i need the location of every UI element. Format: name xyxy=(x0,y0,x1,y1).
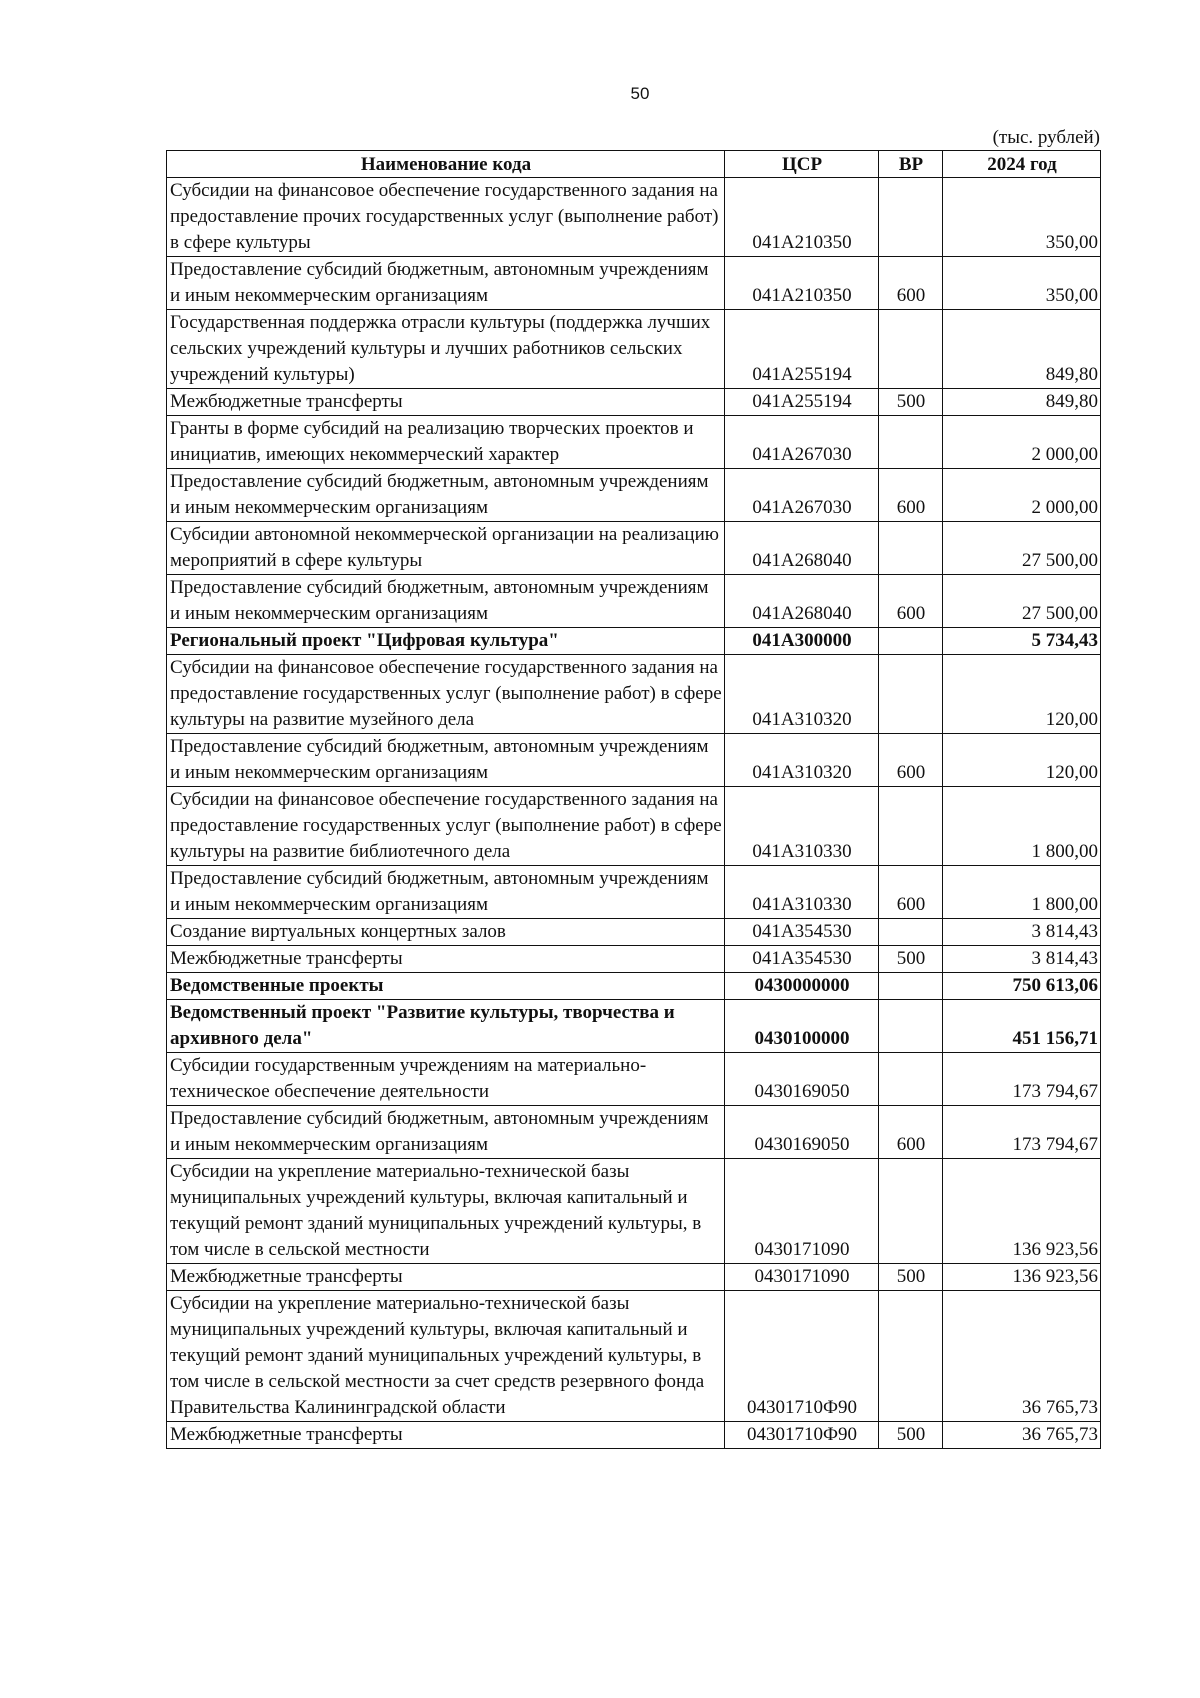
row-csr-code: 04301710Ф90 xyxy=(725,1291,879,1422)
row-csr-code: 0430169050 xyxy=(725,1053,879,1106)
header-csr: ЦСР xyxy=(725,151,879,178)
table-row xyxy=(167,919,1101,946)
table-body xyxy=(167,178,1101,1449)
table-row xyxy=(167,522,1101,575)
row-vr-code xyxy=(879,973,943,1000)
table-row xyxy=(167,1053,1101,1106)
row-amount: 36 765,73 xyxy=(943,1422,1101,1449)
row-vr-code: 600 xyxy=(879,257,943,310)
row-csr-code: 0430100000 xyxy=(725,1000,879,1053)
row-vr-code: 600 xyxy=(879,575,943,628)
table-row xyxy=(167,257,1101,310)
row-csr-code: 0430171090 xyxy=(725,1264,879,1291)
row-amount: 27 500,00 xyxy=(943,522,1101,575)
table-row xyxy=(167,416,1101,469)
row-csr-code: 0430000000 xyxy=(725,973,879,1000)
row-vr-code xyxy=(879,416,943,469)
row-amount: 173 794,67 xyxy=(943,1053,1101,1106)
page-number: 50 xyxy=(630,84,650,103)
table-row xyxy=(167,575,1101,628)
row-name: Региональный проект "Цифровая культура" xyxy=(167,628,725,655)
row-csr-code: 041A310320 xyxy=(725,655,879,734)
row-vr-code xyxy=(879,310,943,389)
table-row xyxy=(167,1264,1101,1291)
row-name: Межбюджетные трансферты xyxy=(167,389,725,416)
row-name: Предоставление субсидий бюджетным, автономным учреждениям и иным некоммерческим организациям xyxy=(167,734,725,787)
row-csr-code: 04301710Ф90 xyxy=(725,1422,879,1449)
table-row xyxy=(167,1422,1101,1449)
table-row xyxy=(167,1106,1101,1159)
budget-table xyxy=(166,150,1101,1449)
row-csr-code: 0430169050 xyxy=(725,1106,879,1159)
row-csr-code: 041A310330 xyxy=(725,866,879,919)
row-vr-code: 600 xyxy=(879,469,943,522)
row-name: Межбюджетные трансферты xyxy=(167,1422,725,1449)
row-amount: 120,00 xyxy=(943,734,1101,787)
row-name: Субсидии государственным учреждениям на материально-техническое обеспечение деятельности xyxy=(167,1053,725,1106)
row-csr-code: 041A310320 xyxy=(725,734,879,787)
row-amount: 136 923,56 xyxy=(943,1264,1101,1291)
row-amount: 849,80 xyxy=(943,310,1101,389)
header-vr: ВР xyxy=(879,151,943,178)
row-name: Гранты в форме субсидий на реализацию творческих проектов и инициатив, имеющих некоммерческий характер xyxy=(167,416,725,469)
row-name: Субсидии на укрепление материально-технической базы муниципальных учреждений культуры, включая капитальный и текущий ремонт зданий муниципальных учреждений культуры, в том числе в сельской местности xyxy=(167,1159,725,1264)
row-name: Ведомственный проект "Развитие культуры, творчества и архивного дела" xyxy=(167,1000,725,1053)
row-amount: 2 000,00 xyxy=(943,416,1101,469)
row-amount: 849,80 xyxy=(943,389,1101,416)
row-csr-code: 041A268040 xyxy=(725,575,879,628)
row-amount: 120,00 xyxy=(943,655,1101,734)
table-row xyxy=(167,389,1101,416)
table-row xyxy=(167,628,1101,655)
row-csr-code: 041A268040 xyxy=(725,522,879,575)
row-amount: 5 734,43 xyxy=(943,628,1101,655)
row-name: Межбюджетные трансферты xyxy=(167,946,725,973)
row-name: Государственная поддержка отрасли культуры (поддержка лучших сельских учреждений культуры и лучших работников сельских учреждений культуры) xyxy=(167,310,725,389)
row-amount: 1 800,00 xyxy=(943,787,1101,866)
row-amount: 2 000,00 xyxy=(943,469,1101,522)
row-name: Создание виртуальных концертных залов xyxy=(167,919,725,946)
row-csr-code: 041A310330 xyxy=(725,787,879,866)
row-vr-code xyxy=(879,1291,943,1422)
table-row xyxy=(167,310,1101,389)
row-amount: 451 156,71 xyxy=(943,1000,1101,1053)
row-name: Субсидии на финансовое обеспечение государственного задания на предоставление прочих государственных услуг (выполнение работ) в сфере культуры xyxy=(167,178,725,257)
row-amount: 350,00 xyxy=(943,178,1101,257)
row-csr-code: 041A267030 xyxy=(725,416,879,469)
row-vr-code: 500 xyxy=(879,1264,943,1291)
table-row xyxy=(167,973,1101,1000)
row-csr-code: 041A210350 xyxy=(725,178,879,257)
row-amount: 27 500,00 xyxy=(943,575,1101,628)
row-amount: 173 794,67 xyxy=(943,1106,1101,1159)
units-label: (тыс. рублей) xyxy=(992,127,1100,148)
row-amount: 350,00 xyxy=(943,257,1101,310)
table-row xyxy=(167,1000,1101,1053)
row-csr-code: 0430171090 xyxy=(725,1159,879,1264)
row-vr-code: 500 xyxy=(879,1422,943,1449)
table-row xyxy=(167,866,1101,919)
row-vr-code xyxy=(879,655,943,734)
row-name: Предоставление субсидий бюджетным, автономным учреждениям и иным некоммерческим организациям xyxy=(167,469,725,522)
row-amount: 1 800,00 xyxy=(943,866,1101,919)
row-name: Субсидии на финансовое обеспечение государственного задания на предоставление государственных услуг (выполнение работ) в сфере культуры на развитие музейного дела xyxy=(167,655,725,734)
row-amount: 3 814,43 xyxy=(943,946,1101,973)
table-row xyxy=(167,469,1101,522)
row-amount: 36 765,73 xyxy=(943,1291,1101,1422)
table-row xyxy=(167,1291,1101,1422)
row-vr-code xyxy=(879,522,943,575)
row-name: Субсидии на финансовое обеспечение государственного задания на предоставление государственных услуг (выполнение работ) в сфере культуры на развитие библиотечного дела xyxy=(167,787,725,866)
row-csr-code: 041A267030 xyxy=(725,469,879,522)
header-sum: 2024 год xyxy=(943,151,1101,178)
row-vr-code: 500 xyxy=(879,389,943,416)
row-vr-code: 600 xyxy=(879,734,943,787)
row-vr-code xyxy=(879,628,943,655)
row-csr-code: 041A300000 xyxy=(725,628,879,655)
row-name: Предоставление субсидий бюджетным, автономным учреждениям и иным некоммерческим организациям xyxy=(167,257,725,310)
row-name: Субсидии автономной некоммерческой организации на реализацию мероприятий в сфере культуры xyxy=(167,522,725,575)
row-vr-code xyxy=(879,787,943,866)
row-name: Ведомственные проекты xyxy=(167,973,725,1000)
row-vr-code xyxy=(879,1159,943,1264)
row-name: Предоставление субсидий бюджетным, автономным учреждениям и иным некоммерческим организациям xyxy=(167,1106,725,1159)
table-header-row xyxy=(167,151,1101,178)
row-vr-code: 500 xyxy=(879,946,943,973)
row-vr-code xyxy=(879,1000,943,1053)
row-name: Межбюджетные трансферты xyxy=(167,1264,725,1291)
row-amount: 750 613,06 xyxy=(943,973,1101,1000)
table-row xyxy=(167,1159,1101,1264)
row-vr-code: 600 xyxy=(879,866,943,919)
table-row xyxy=(167,787,1101,866)
row-name: Предоставление субсидий бюджетным, автономным учреждениям и иным некоммерческим организациям xyxy=(167,575,725,628)
row-vr-code xyxy=(879,178,943,257)
row-vr-code: 600 xyxy=(879,1106,943,1159)
table-row xyxy=(167,946,1101,973)
row-csr-code: 041A210350 xyxy=(725,257,879,310)
header-name: Наименование кода xyxy=(167,151,725,178)
row-vr-code xyxy=(879,919,943,946)
row-name: Субсидии на укрепление материально-технической базы муниципальных учреждений культуры, включая капитальный и текущий ремонт зданий муниципальных учреждений культуры, в том числе в сельской местности за счет средств резервного фонда Правительства Калининградской области xyxy=(167,1291,725,1422)
row-csr-code: 041A354530 xyxy=(725,919,879,946)
row-csr-code: 041A255194 xyxy=(725,389,879,416)
row-csr-code: 041A255194 xyxy=(725,310,879,389)
row-amount: 3 814,43 xyxy=(943,919,1101,946)
row-amount: 136 923,56 xyxy=(943,1159,1101,1264)
row-csr-code: 041A354530 xyxy=(725,946,879,973)
table-row xyxy=(167,178,1101,257)
table-row xyxy=(167,734,1101,787)
row-name: Предоставление субсидий бюджетным, автономным учреждениям и иным некоммерческим организациям xyxy=(167,866,725,919)
table-row xyxy=(167,655,1101,734)
row-vr-code xyxy=(879,1053,943,1106)
